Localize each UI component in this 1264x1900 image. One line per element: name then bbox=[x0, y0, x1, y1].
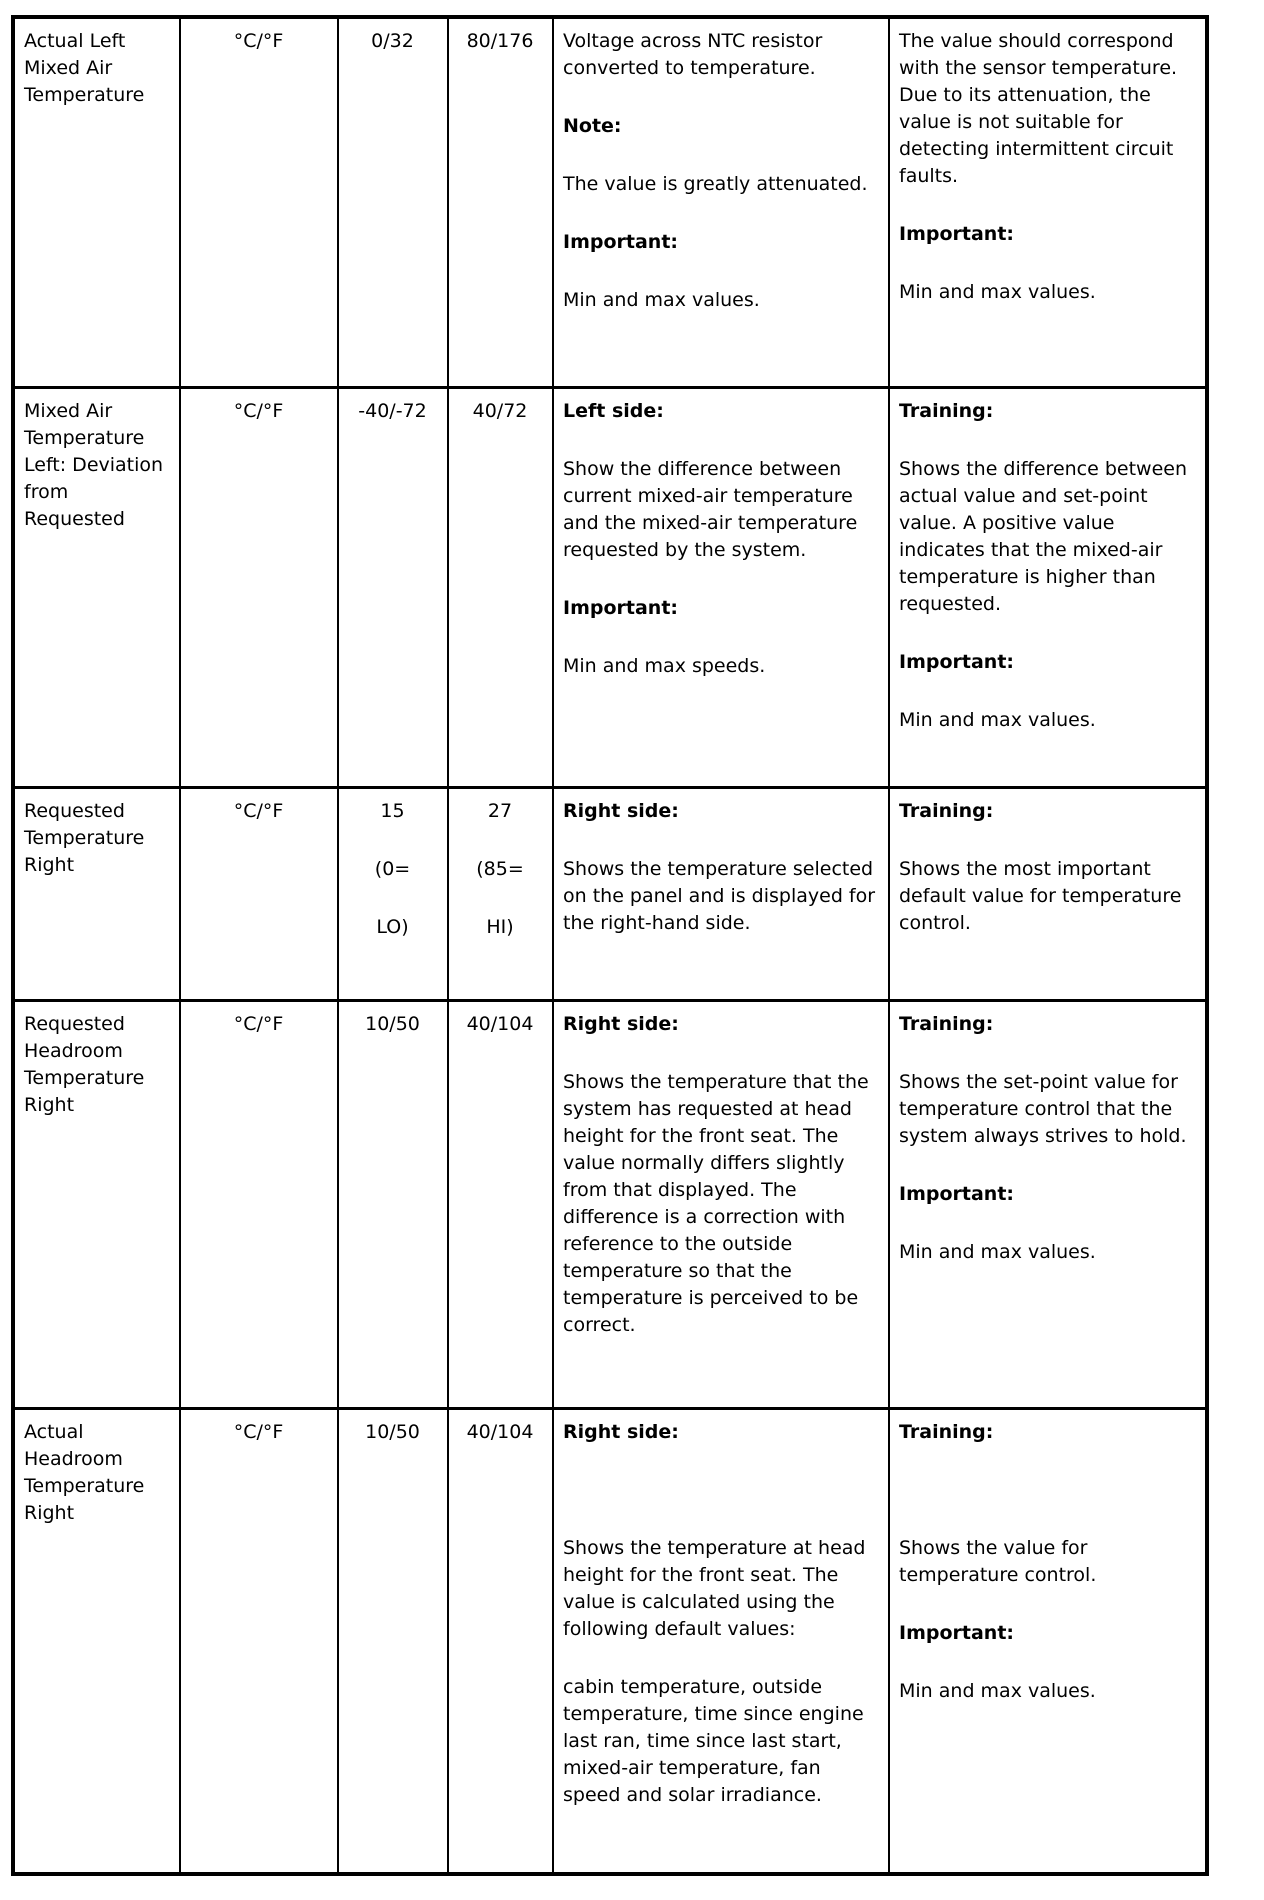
table-row bbox=[13, 787, 1207, 1000]
paragraph: Training: bbox=[899, 1420, 994, 1443]
cell-parameter: Mixed Air Temperature Left: Deviation from Requested bbox=[13, 387, 180, 787]
paragraph: 40/72 bbox=[472, 399, 528, 422]
paragraph: 15 bbox=[380, 799, 405, 822]
paragraph: -40/-72 bbox=[358, 399, 427, 422]
cell-notes bbox=[889, 1000, 1207, 1408]
paragraph: Important: bbox=[563, 596, 679, 619]
paragraph: Min and max values. bbox=[899, 281, 1096, 303]
table-row bbox=[13, 17, 1207, 387]
paragraph: LO) bbox=[376, 915, 409, 938]
paragraph: Voltage across NTC resistor converted to temperature. bbox=[563, 30, 823, 79]
cell-unit: °C/°F bbox=[180, 787, 338, 1000]
paragraph: Min and max speeds. bbox=[563, 654, 766, 677]
paragraph: (85= bbox=[476, 857, 524, 880]
cell-unit: °C/°F bbox=[180, 1408, 338, 1874]
paragraph: Min and max values. bbox=[899, 1679, 1096, 1702]
cell-notes bbox=[889, 1408, 1207, 1874]
cell-min bbox=[338, 1000, 448, 1408]
cell-max bbox=[448, 1408, 553, 1874]
cell-unit: °C/°F bbox=[180, 387, 338, 787]
cell-unit: °C/°F bbox=[180, 17, 338, 387]
paragraph: Important: bbox=[899, 223, 1015, 245]
cell-max bbox=[448, 17, 553, 387]
paragraph: Right side: bbox=[563, 799, 679, 822]
paragraph: 0/32 bbox=[371, 30, 414, 52]
cell-parameter: Actual Left Mixed Air Temperature bbox=[13, 17, 180, 387]
paragraph: 40/104 bbox=[466, 1012, 534, 1035]
paragraph-spacer bbox=[563, 1477, 878, 1504]
cell-description bbox=[553, 1000, 889, 1408]
paragraph: Shows the value for temperature control. bbox=[899, 1536, 1097, 1586]
cell-max bbox=[448, 387, 553, 787]
table-row bbox=[13, 1000, 1207, 1408]
cell-max bbox=[448, 787, 553, 1000]
cell-parameter: Actual Headroom Temperature Right bbox=[13, 1408, 180, 1874]
paragraph: Right side: bbox=[563, 1012, 679, 1035]
cell-notes bbox=[889, 787, 1207, 1000]
paragraph: HI) bbox=[486, 915, 514, 938]
paragraph: 10/50 bbox=[365, 1420, 420, 1443]
paragraph: Right side: bbox=[563, 1420, 679, 1443]
paragraph: Note: bbox=[563, 115, 622, 137]
paragraph: Training: bbox=[899, 1012, 994, 1035]
paragraph: Training: bbox=[899, 799, 994, 822]
cell-parameter: Requested Headroom Temperature Right bbox=[13, 1000, 180, 1408]
paragraph: Shows the difference between actual value and set-point value. A positive value indicates that the mixed-air temperature is higher than requested. bbox=[899, 457, 1188, 615]
cell-description bbox=[553, 1408, 889, 1874]
paragraph: Important: bbox=[899, 1621, 1015, 1644]
paragraph: Important: bbox=[563, 231, 679, 253]
paragraph: Shows the temperature that the system has requested at head height for the front seat. The value normally differs slightly from that displayed. The difference is a correction with reference to the outside temperature so that the temperature is perceived to be correct. bbox=[563, 1070, 869, 1336]
paragraph: (0= bbox=[374, 857, 411, 880]
cell-notes bbox=[889, 387, 1207, 787]
paragraph: Show the difference between current mixed-air temperature and the mixed-air temperature requested by the system. bbox=[563, 457, 858, 561]
paragraph: Left side: bbox=[563, 399, 664, 422]
paragraph: cabin temperature, outside temperature, time since engine last ran, time since last start, mixed-air temperature, fan speed and solar irradiance. bbox=[563, 1675, 864, 1806]
paragraph: 40/104 bbox=[466, 1420, 534, 1443]
paragraph: 27 bbox=[487, 799, 513, 822]
cell-min bbox=[338, 787, 448, 1000]
cell-min bbox=[338, 17, 448, 387]
paragraph: Min and max values. bbox=[563, 289, 760, 311]
paragraph-spacer bbox=[899, 1477, 1195, 1504]
cell-unit: °C/°F bbox=[180, 1000, 338, 1408]
cell-min bbox=[338, 387, 448, 787]
paragraph: The value is greatly attenuated. bbox=[563, 173, 868, 195]
cell-description bbox=[553, 387, 889, 787]
paragraph: Important: bbox=[899, 1182, 1015, 1205]
cell-max bbox=[448, 1000, 553, 1408]
cell-min bbox=[338, 1408, 448, 1874]
cell-description bbox=[553, 787, 889, 1000]
paragraph: Training: bbox=[899, 399, 994, 422]
paragraph: Shows the temperature selected on the panel and is displayed for the right-hand side. bbox=[563, 857, 876, 934]
cell-notes bbox=[889, 17, 1207, 387]
table-row bbox=[13, 387, 1207, 787]
parameter-table bbox=[11, 15, 1209, 1876]
paragraph: Shows the temperature at head height for the front seat. The value is calculated using the following default values: bbox=[563, 1536, 866, 1640]
table-row bbox=[13, 1408, 1207, 1874]
paragraph: Shows the set-point value for temperature control that the system always strives to hold. bbox=[899, 1070, 1187, 1147]
cell-parameter: Requested Temperature Right bbox=[13, 787, 180, 1000]
paragraph: The value should correspond with the sensor temperature. Due to its attenuation, the value is not suitable for detecting intermittent circuit faults. bbox=[899, 30, 1178, 187]
paragraph: Min and max values. bbox=[899, 708, 1096, 731]
cell-description bbox=[553, 17, 889, 387]
paragraph: 80/176 bbox=[466, 30, 534, 52]
paragraph: Min and max values. bbox=[899, 1240, 1096, 1263]
paragraph: Shows the most important default value for temperature control. bbox=[899, 857, 1182, 934]
paragraph: Important: bbox=[899, 650, 1015, 673]
parameter-table-body bbox=[13, 17, 1207, 1874]
paragraph: 10/50 bbox=[365, 1012, 420, 1035]
